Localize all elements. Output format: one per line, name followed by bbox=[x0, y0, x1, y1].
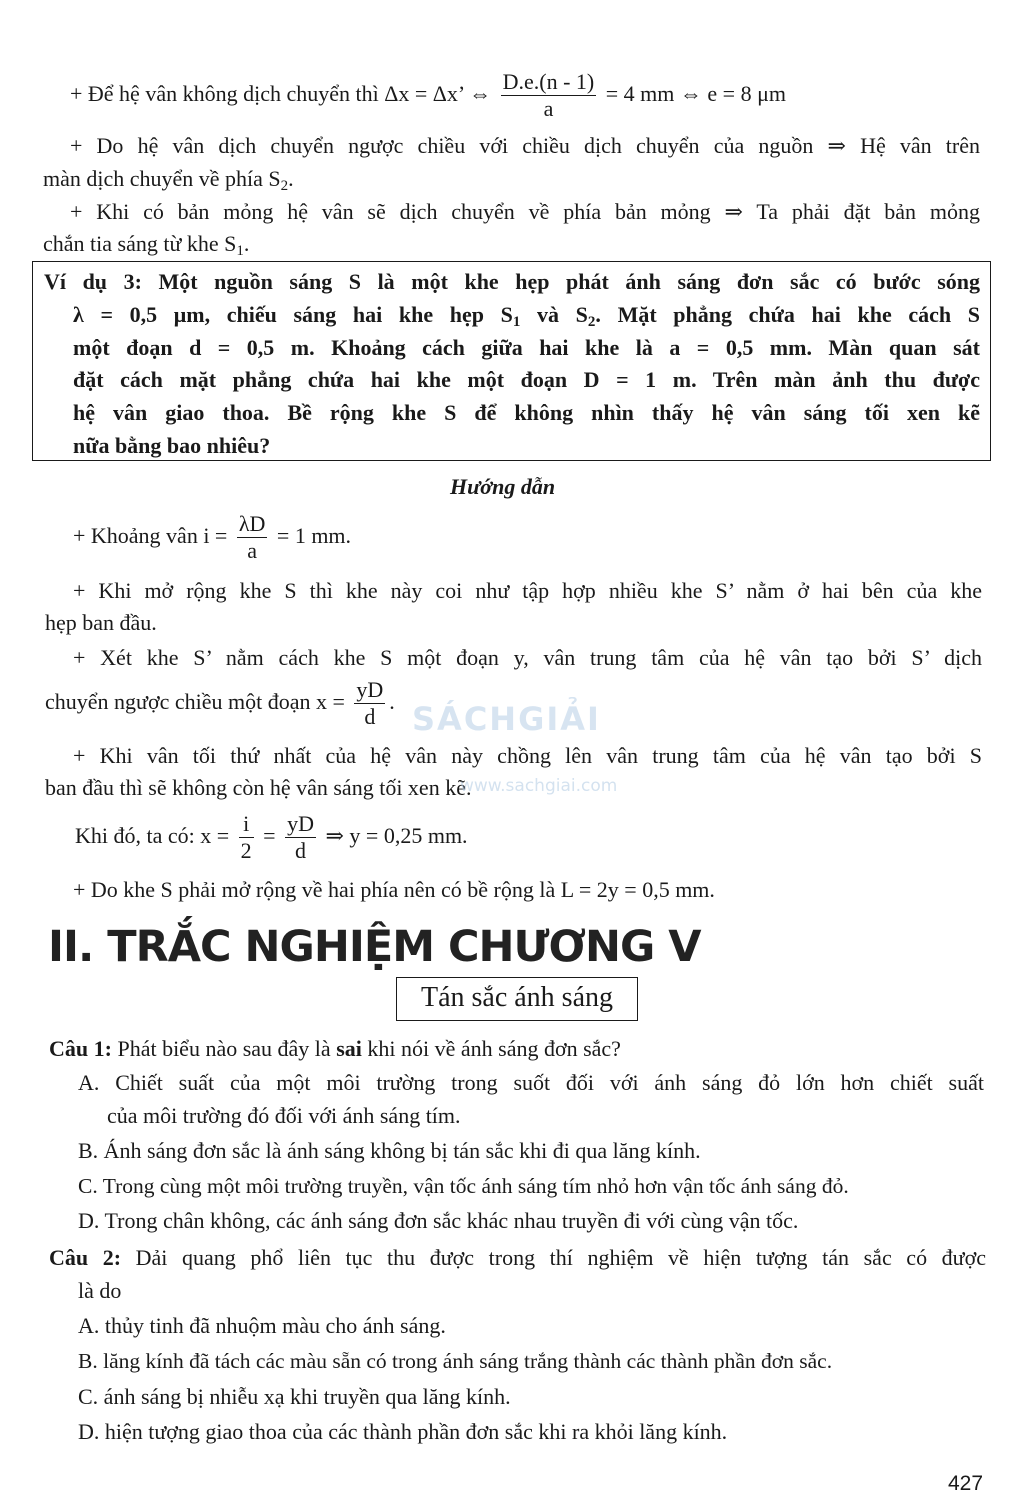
subscript: 2 bbox=[280, 178, 289, 194]
period: . bbox=[389, 689, 395, 714]
question-2-cont: là do bbox=[78, 1278, 122, 1303]
intro-p3-text: chắn tia sáng từ khe S bbox=[43, 231, 237, 256]
period: . bbox=[288, 166, 294, 191]
guide-line-3: + Xét khe S’ nằm cách khe S một đoạn y, vân trung tâm của hệ vân tạo bởi S’ dịch bbox=[73, 645, 982, 670]
fraction-denominator: a bbox=[247, 538, 257, 564]
question-emphasis: sai bbox=[336, 1036, 362, 1061]
intro-p2-line1: + Do hệ vân dịch chuyển ngược chiều với chiều dịch chuyển của nguồn ⇒ Hệ vân trên bbox=[70, 133, 980, 158]
fraction-denominator: d bbox=[364, 704, 376, 730]
intro-formula-line bbox=[70, 64, 786, 124]
option-2c: C. ánh sáng bị nhiễu xạ khi truyền qua lăng kính. bbox=[78, 1384, 511, 1409]
page-number: 427 bbox=[948, 1472, 984, 1495]
option-1b: B. Ánh sáng đơn sắc là ánh sáng không bị tán sắc khi đi qua lăng kính. bbox=[78, 1138, 701, 1163]
option-1c: C. Trong cùng một môi trường truyền, vận tốc ánh sáng tím nhỏ hơn vận tốc ánh sáng đỏ. bbox=[78, 1174, 849, 1198]
equals-sign: = bbox=[263, 823, 276, 848]
question-label: Câu 2: bbox=[49, 1245, 122, 1270]
option-2d: D. hiện tượng giao thoa của các thành phần đơn sắc khi ra khỏi lăng kính. bbox=[78, 1419, 728, 1444]
fraction-i-over-2 bbox=[239, 811, 254, 864]
example-line-5: hệ vân giao thoa. Bề rộng khe S để không nhìn thấy hệ vân sáng tối xen kẽ bbox=[73, 400, 980, 425]
fraction-lambda-d-over-a bbox=[237, 511, 268, 564]
guide-line-2: + Khi mở rộng khe S thì khe này coi như tập hợp nhiều khe S’ nằm ở hai bên của khe bbox=[73, 578, 982, 603]
guide-1-suffix: = 1 mm. bbox=[276, 523, 352, 548]
guide-line-3b bbox=[45, 672, 395, 732]
option-1d: D. Trong chân không, các ánh sáng đơn sắc khác nhau truyền đi với cùng vận tốc. bbox=[78, 1208, 799, 1233]
question-label: Câu 1: bbox=[49, 1036, 112, 1061]
guide-5-suffix: ⇒ y = 0,25 mm. bbox=[325, 823, 468, 848]
example-line-2-b: và S bbox=[520, 302, 588, 327]
example-line-6: nữa bằng bao nhiêu? bbox=[73, 433, 271, 458]
fraction-denominator: d bbox=[295, 838, 307, 864]
guide-line-4b: ban đầu thì sẽ không còn hệ vân sáng tối xen kẽ. bbox=[45, 775, 472, 800]
guide-title: Hướng dẫn bbox=[450, 474, 556, 499]
option-1a-cont: của môi trường đó đối với ánh sáng tím. bbox=[107, 1103, 461, 1128]
intro-formula-prefix: + Để hệ vân không dịch chuyển thì Δx = Δx’ ⇔ bbox=[70, 81, 492, 106]
example-line-2-a: λ = 0,5 μm, chiếu sáng hai khe hẹp S bbox=[73, 302, 513, 327]
period: . bbox=[243, 231, 250, 256]
fraction-numerator: yD bbox=[287, 811, 314, 837]
guide-1-prefix: + Khoảng vân i = bbox=[73, 523, 228, 548]
guide-line-5 bbox=[75, 806, 468, 866]
subscript: 2 bbox=[587, 314, 596, 330]
question-1 bbox=[49, 1034, 621, 1064]
question-text: khi nói về ánh sáng đơn sắc? bbox=[361, 1036, 621, 1061]
question-text: Phát biểu nào sau đây là bbox=[111, 1036, 337, 1061]
guide-line-6: + Do khe S phải mở rộng về hai phía nên có bề rộng là L = 2y = 0,5 mm. bbox=[73, 877, 715, 902]
option-1a: A. Chiết suất của một môi trường trong suốt đối với ánh sáng đỏ lớn hơn chiết suất bbox=[78, 1070, 984, 1095]
fraction-yd-over-d bbox=[354, 677, 385, 730]
fraction-yd-over-d-2 bbox=[285, 811, 316, 864]
subscript: 1 bbox=[236, 243, 244, 259]
fraction-denominator: a bbox=[543, 96, 554, 122]
intro-p3-line1: + Khi có bản mỏng hệ vân sẽ dịch chuyển về phía bản mỏng ⇒ Ta phải đặt bản mỏng bbox=[70, 199, 980, 224]
subscript: 1 bbox=[512, 314, 521, 330]
section-subtitle: Tán sắc ánh sáng bbox=[396, 977, 638, 1021]
option-2a: A. thủy tinh đã nhuộm màu cho ánh sáng. bbox=[78, 1313, 446, 1338]
fraction-numerator: D.e.(n - 1) bbox=[502, 69, 595, 95]
fraction-de-n1-over-a bbox=[501, 69, 597, 122]
guide-line-1 bbox=[73, 506, 351, 566]
intro-p2-line2 bbox=[43, 164, 294, 201]
example-line-2-c: . Mặt phẳng chứa hai khe cách S bbox=[595, 302, 980, 327]
guide-line-2b: hẹp ban đầu. bbox=[45, 610, 157, 635]
fraction-denominator: 2 bbox=[240, 838, 252, 864]
watermark-url: www.sachgiai.com bbox=[460, 776, 618, 796]
watermark-logo: SÁCHGIẢI bbox=[412, 700, 601, 738]
intro-p2-text: màn dịch chuyển về phía S bbox=[43, 166, 281, 191]
guide-line-4: + Khi vân tối thứ nhất của hệ vân này chồng lên vân trung tâm của hệ vân tạo bởi S bbox=[73, 743, 982, 768]
question-text: Dải quang phổ liên tục thu được trong thí nghiệm về hiện tượng tán sắc có được bbox=[121, 1245, 986, 1270]
guide-3-prefix: chuyển ngược chiều một đoạn x = bbox=[45, 689, 345, 714]
question-2 bbox=[49, 1243, 986, 1273]
fraction-numerator: λD bbox=[238, 511, 266, 537]
guide-5-prefix: Khi đó, ta có: x = bbox=[75, 823, 230, 848]
example-line-3: một đoạn d = 0,5 m. Khoảng cách giữa hai khe là a = 0,5 mm. Màn quan sát bbox=[73, 335, 980, 360]
fraction-numerator: yD bbox=[356, 677, 384, 703]
fraction-numerator: i bbox=[239, 811, 254, 838]
example-line-1: Ví dụ 3: Một nguồn sáng S là một khe hẹp phát ánh sáng đơn sắc có bước sóng bbox=[44, 269, 980, 294]
chapter-heading: II. TRẮC NGHIỆM CHƯƠNG V bbox=[48, 922, 701, 972]
example-line-2 bbox=[73, 300, 980, 337]
intro-formula-suffix: = 4 mm ⇔ e = 8 μm bbox=[605, 81, 786, 106]
option-2b: B. lăng kính đã tách các màu sẵn có trong ánh sáng trắng thành các thành phần đơn sắc. bbox=[78, 1349, 833, 1373]
example-line-4: đặt cách mặt phẳng chứa hai khe một đoạn D = 1 m. Trên màn ảnh thu được bbox=[73, 367, 980, 392]
